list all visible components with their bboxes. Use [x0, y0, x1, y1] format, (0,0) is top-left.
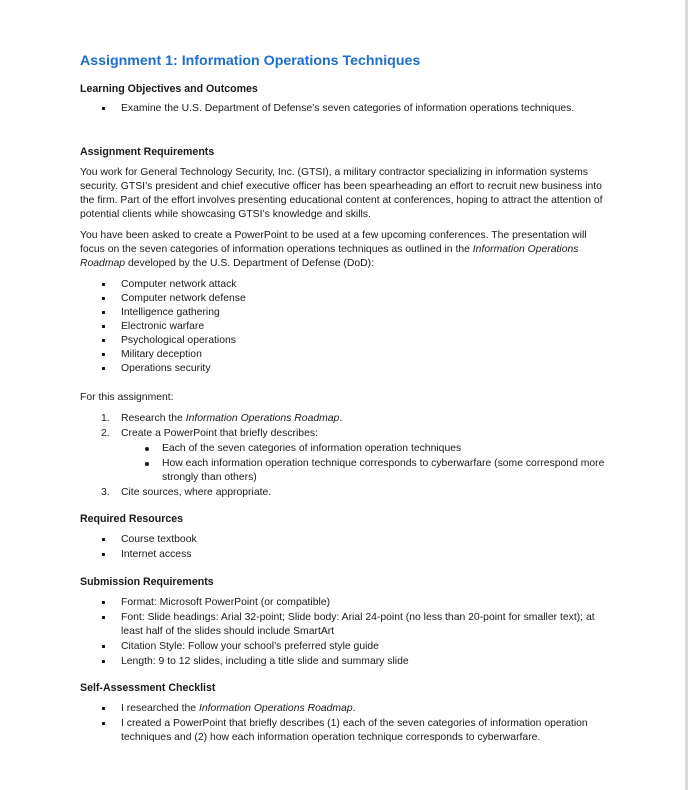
requirements-heading: Assignment Requirements: [80, 146, 215, 158]
requirements-paragraph-1: You work for General Technology Security, Inc. (GTSI), a military contractor specializing in information systems security. GTSI’s president and chief executive officer has been spearheading an effort to recruit new business into the firm. Part of the effort involves presenting educational content at conferences, hoping to attract the attention of potential clients while showcasing GTSI’s knowledge and skills.: [80, 167, 603, 220]
list-item: Military deception: [80, 348, 610, 362]
sub-list-item: How each information operation technique corresponds to cyberwarfare (some correspond more strongly than others): [121, 457, 610, 485]
checklist-heading: Self-Assessment Checklist: [80, 682, 216, 694]
checklist-item: I created a PowerPoint that briefly describes (1) each of the seven categories of information operation techniques and (2) how each information operation technique corresponds to cyberwarfare.: [80, 717, 610, 745]
step-item: 2. Create a PowerPoint that briefly describes: Each of the seven categories of information operation techniques How each information operation technique corresponds to cyberwarfare (some correspond more strongly than others): [80, 427, 610, 485]
steps-list: [80, 412, 610, 500]
sub-list-item: Each of the seven categories of information operation techniques: [121, 442, 610, 456]
roadmap-title: Information Operations Roadmap: [80, 244, 579, 269]
sub-list: [121, 442, 610, 485]
list-item: Electronic warfare: [80, 320, 610, 334]
page-title: Assignment 1: Information Operations Techniques: [80, 53, 421, 69]
list-item: Font: Slide headings: Arial 32-point; Slide body: Arial 24-point (no less than 20-point for smaller text); at least half of the slides should include SmartArt: [80, 611, 610, 639]
list-item: Internet access: [80, 548, 610, 562]
step-item: 3. Cite sources, where appropriate.: [101, 487, 272, 498]
resources-heading: Required Resources: [80, 513, 184, 525]
resources-list: [80, 533, 610, 562]
list-item: Computer network attack: [80, 278, 610, 292]
list-item: Examine the U.S. Department of Defense’s seven categories of information operations techniques.: [80, 102, 610, 116]
list-item: Psychological operations: [80, 334, 610, 348]
for-this-assignment: For this assignment:: [80, 392, 174, 403]
list-item: Computer network defense: [80, 292, 610, 306]
categories-list: [80, 278, 610, 376]
checklist-list: [80, 702, 610, 745]
requirements-paragraph-2: You have been asked to create a PowerPoint to be used at a few upcoming conferences. The presentation will focus on the seven categories of information operations techniques as outlined in the Information Operations Roadmap developed by the U.S. Department of Defense (DoD):: [80, 230, 587, 269]
list-item: Operations security: [80, 362, 610, 376]
list-item: Length: 9 to 12 slides, including a title slide and summary slide: [80, 655, 610, 669]
step-item: 1. Research the Information Operations Roadmap.: [101, 413, 343, 424]
submission-heading: Submission Requirements: [80, 576, 214, 588]
list-item: Citation Style: Follow your school’s preferred style guide: [80, 640, 610, 654]
list-item: Intelligence gathering: [80, 306, 610, 320]
objectives-heading: Learning Objectives and Outcomes: [80, 83, 258, 95]
list-item: Course textbook: [80, 533, 610, 547]
objectives-list: [80, 102, 610, 116]
list-item: Format: Microsoft PowerPoint (or compatible): [80, 596, 610, 610]
submission-list: [80, 596, 610, 669]
checklist-item: I researched the Information Operations Roadmap.: [80, 702, 610, 716]
